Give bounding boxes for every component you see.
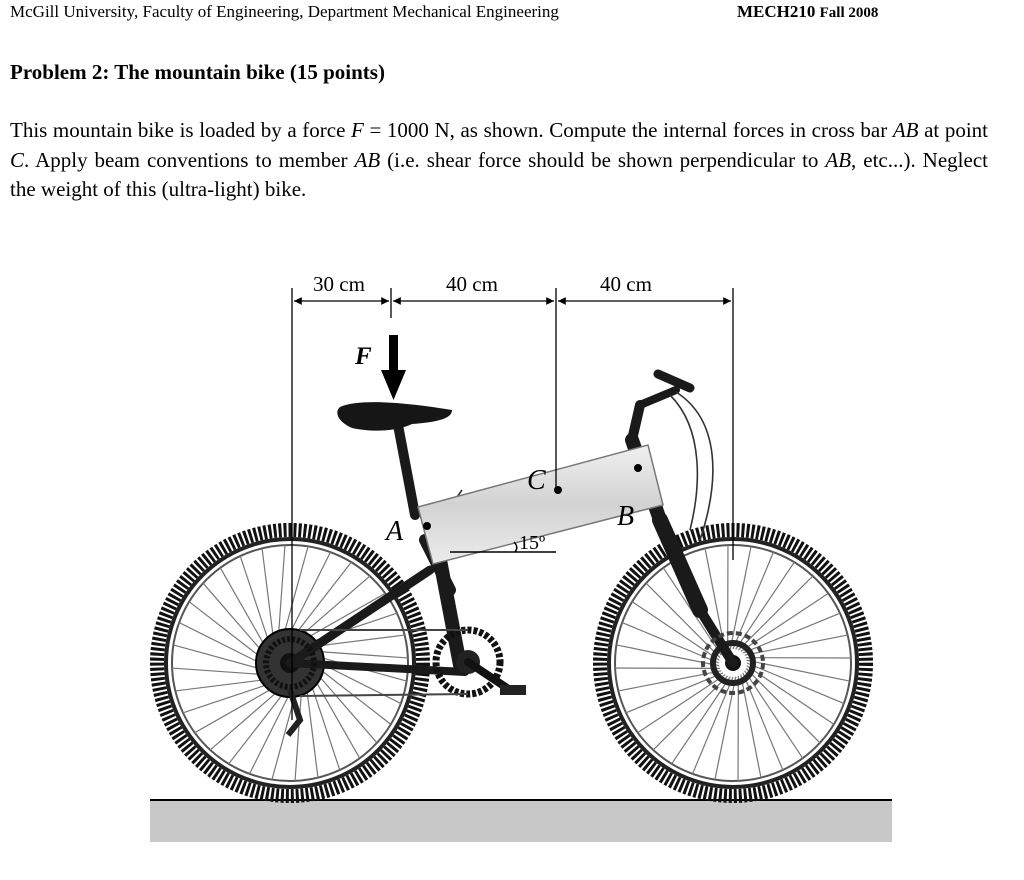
wheel-spoke [290,552,330,633]
wheel-spoke [172,668,262,674]
dimension-label-3: 40 cm [600,272,652,296]
statement-part-4: . Apply beam conventions to member [24,147,355,172]
wheel-spoke [262,548,273,638]
angle-label: 15º [519,532,546,554]
statement-part-2: = 1000 N, as shown. Compute the internal forces in cross bar [363,118,893,142]
point-a-label: A [386,516,404,547]
bar-symbol-3: AB [825,147,852,172]
bar-symbol-2: AB [354,147,381,172]
wheel-spoke [318,674,377,742]
force-label: F [355,343,372,370]
wheel-spoke [175,680,265,691]
wheel-spoke [279,545,285,635]
seat [337,402,452,430]
course-term: Fall 2008 [819,5,879,21]
point-b-label: B [617,501,635,532]
wheel-spoke [318,652,408,658]
wheel-spoke [307,593,386,638]
header-institution: McGill University, Faculty of Engineering, Department Mechanical Engineering [10,2,559,21]
force-symbol: F [351,118,364,142]
wheel-spoke [743,613,840,653]
course-code: MECH210 [737,2,816,21]
wheel-spoke [301,576,369,635]
force-arrow [381,335,406,400]
wheel-spoke [220,568,265,647]
dimension-label-2: 40 cm [446,272,498,296]
wheel-spoke [315,680,360,759]
wheel-spoke [203,583,262,651]
point-c-label: C [527,465,546,496]
point-symbol: C [10,147,25,172]
statement-part-5: (i.e. shear force should be shown perpendicular to [380,147,826,172]
statement-part-1: This mountain bike is loaded by a force [10,118,352,142]
statement-part-6: , etc...). Neglect the weight of this (ultra-light) bike. [10,147,988,201]
problem-title: Problem 2: The mountain bike (15 points) [10,60,385,84]
wheel-spoke [307,688,318,778]
ground [150,800,892,842]
wheel-spoke [210,691,278,750]
wheel-spoke [250,693,290,774]
dimension-label-1: 30 cm [313,272,365,296]
statement-part-3: at point [918,118,988,142]
wheel-spoke [229,692,284,763]
wheel-spoke [189,602,260,657]
wheel-spoke [179,623,260,663]
bar-symbol-1: AB [892,118,919,142]
wheel-spoke [738,576,812,650]
wheel-spoke [195,688,274,733]
